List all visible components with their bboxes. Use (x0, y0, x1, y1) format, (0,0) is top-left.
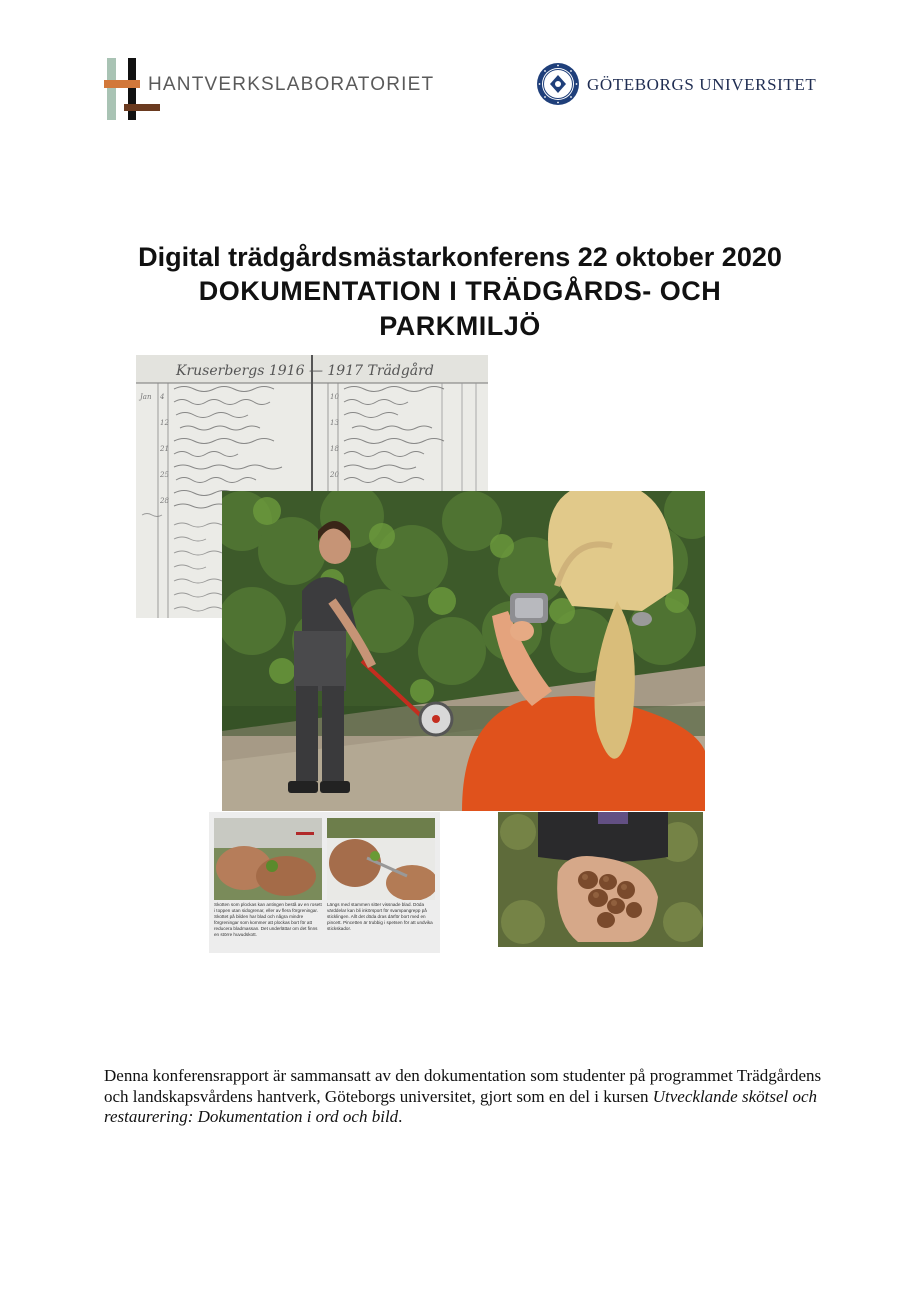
pamphlet-caption-left: Skotten som plockas kan antingen bestå av en rosett i toppen utan sidogrenar, eller av flera förgreningar. Skottet på bilden har blad och några mindre förgreningar som kommer att plockas bort för att reducera bladmassan. Det underlättar om det finns en större huvudskott. (214, 902, 322, 937)
svg-text:28: 28 (160, 497, 169, 505)
svg-text:Jan: Jan (140, 393, 152, 401)
svg-text:25: 25 (160, 471, 169, 479)
title-block (60, 240, 860, 344)
pamphlet-image-right (327, 818, 435, 900)
svg-text:20: 20 (330, 471, 339, 479)
goteborgs-universitet-logo (536, 62, 836, 108)
hantverkslaboratoriet-wordmark: HANTVERKSLABORATORIET (148, 74, 435, 95)
intro-paragraph (104, 1066, 824, 1128)
logo-orange-bar (104, 80, 140, 88)
pamphlet-image-left (214, 818, 322, 900)
documentation-heading-line2: PARKMILJÖ (379, 311, 541, 341)
intro-text: Denna konferensrapport är sammansatt av den dokumentation som studenter på programmet Trädgårdens och landskapsvårdens hantverk, Göteborgs universitet, gjort som en del i kursen (104, 1066, 822, 1106)
pamphlet-caption-right: Längs med stammen sitter vissnade blad. Döda värddelar kan bli inkörsport för svampangrepp på sticklingen. Allt det döda dras därför bort med en pincett. Pincetten är trubbig i spetsen för att undvika stickskador. (327, 902, 433, 931)
intro-text-end: . (398, 1107, 403, 1126)
svg-text:10: 10 (330, 393, 339, 401)
svg-text:18: 18 (330, 445, 339, 453)
svg-text:12: 12 (160, 419, 169, 427)
documentation-heading-line1: DOKUMENTATION I TRÄDGÅRDS- OCH (198, 276, 722, 306)
svg-text:13: 13 (330, 419, 339, 427)
svg-text:21: 21 (160, 445, 169, 453)
svg-text:4: 4 (160, 393, 165, 401)
ledger-heading: Kruserbergs 1916 — 1917 Trädgård (176, 363, 434, 379)
hands-nuts-photo (498, 812, 703, 947)
university-seal-icon (536, 62, 580, 106)
logo-sage-bar (107, 58, 116, 120)
conference-title: Digital trädgårdsmästarkonferens 22 oktober 2020 (138, 242, 782, 272)
course-name: Utvecklande skötsel och restaurering: Dokumentation i ord och bild (104, 1086, 818, 1126)
hantverkslaboratoriet-logo (104, 56, 434, 126)
garden-photo (222, 491, 705, 811)
goteborgs-universitet-wordmark: GÖTEBORGS UNIVERSITET (587, 75, 817, 94)
pamphlet-photo (209, 812, 440, 953)
logo-brown-bar (124, 104, 160, 111)
